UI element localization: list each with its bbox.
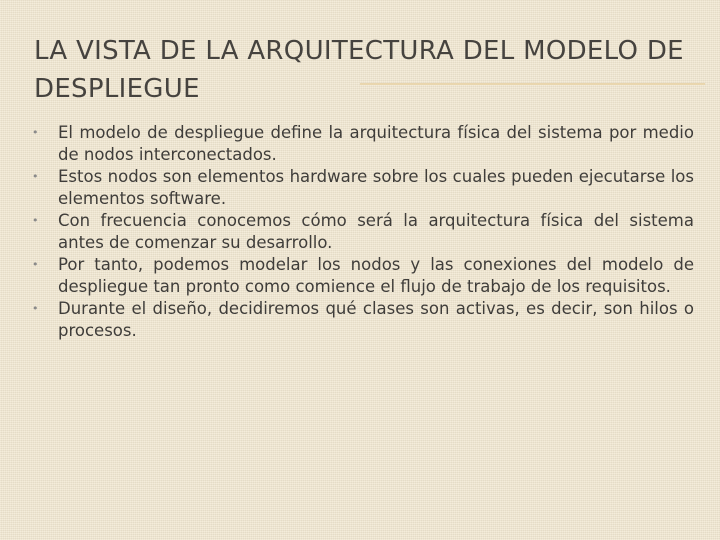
list-item	[32, 166, 694, 210]
list-item	[32, 210, 694, 254]
slide-title: LA VISTA DE LA ARQUITECTURA DEL MODELO DE DESPLIEGUE	[34, 36, 684, 104]
title-divider	[360, 83, 705, 85]
bullet-icon: •	[32, 258, 39, 271]
bullet-text: Estos nodos son elementos hardware sobre los cuales pueden ejecutarse los elementos software.	[58, 167, 694, 208]
list-item	[32, 298, 694, 342]
bullet-icon: •	[32, 302, 39, 315]
bullet-text: Durante el diseño, decidiremos qué clases son activas, es decir, son hilos o procesos.	[58, 299, 694, 340]
bullet-list	[32, 122, 694, 342]
bullet-text: El modelo de despliegue define la arquitectura física del sistema por medio de nodos interconectados.	[58, 123, 694, 164]
bullet-icon: •	[32, 214, 39, 227]
bullet-icon: •	[32, 170, 39, 183]
bullet-icon: •	[32, 126, 39, 139]
bullet-text: Con frecuencia conocemos cómo será la arquitectura física del sistema antes de comenzar su desarrollo.	[58, 211, 694, 252]
bullet-text: Por tanto, podemos modelar los nodos y las conexiones del modelo de despliegue tan pronto como comience el flujo de trabajo de los requisitos.	[58, 255, 694, 296]
list-item	[32, 122, 694, 166]
list-item	[32, 254, 694, 298]
